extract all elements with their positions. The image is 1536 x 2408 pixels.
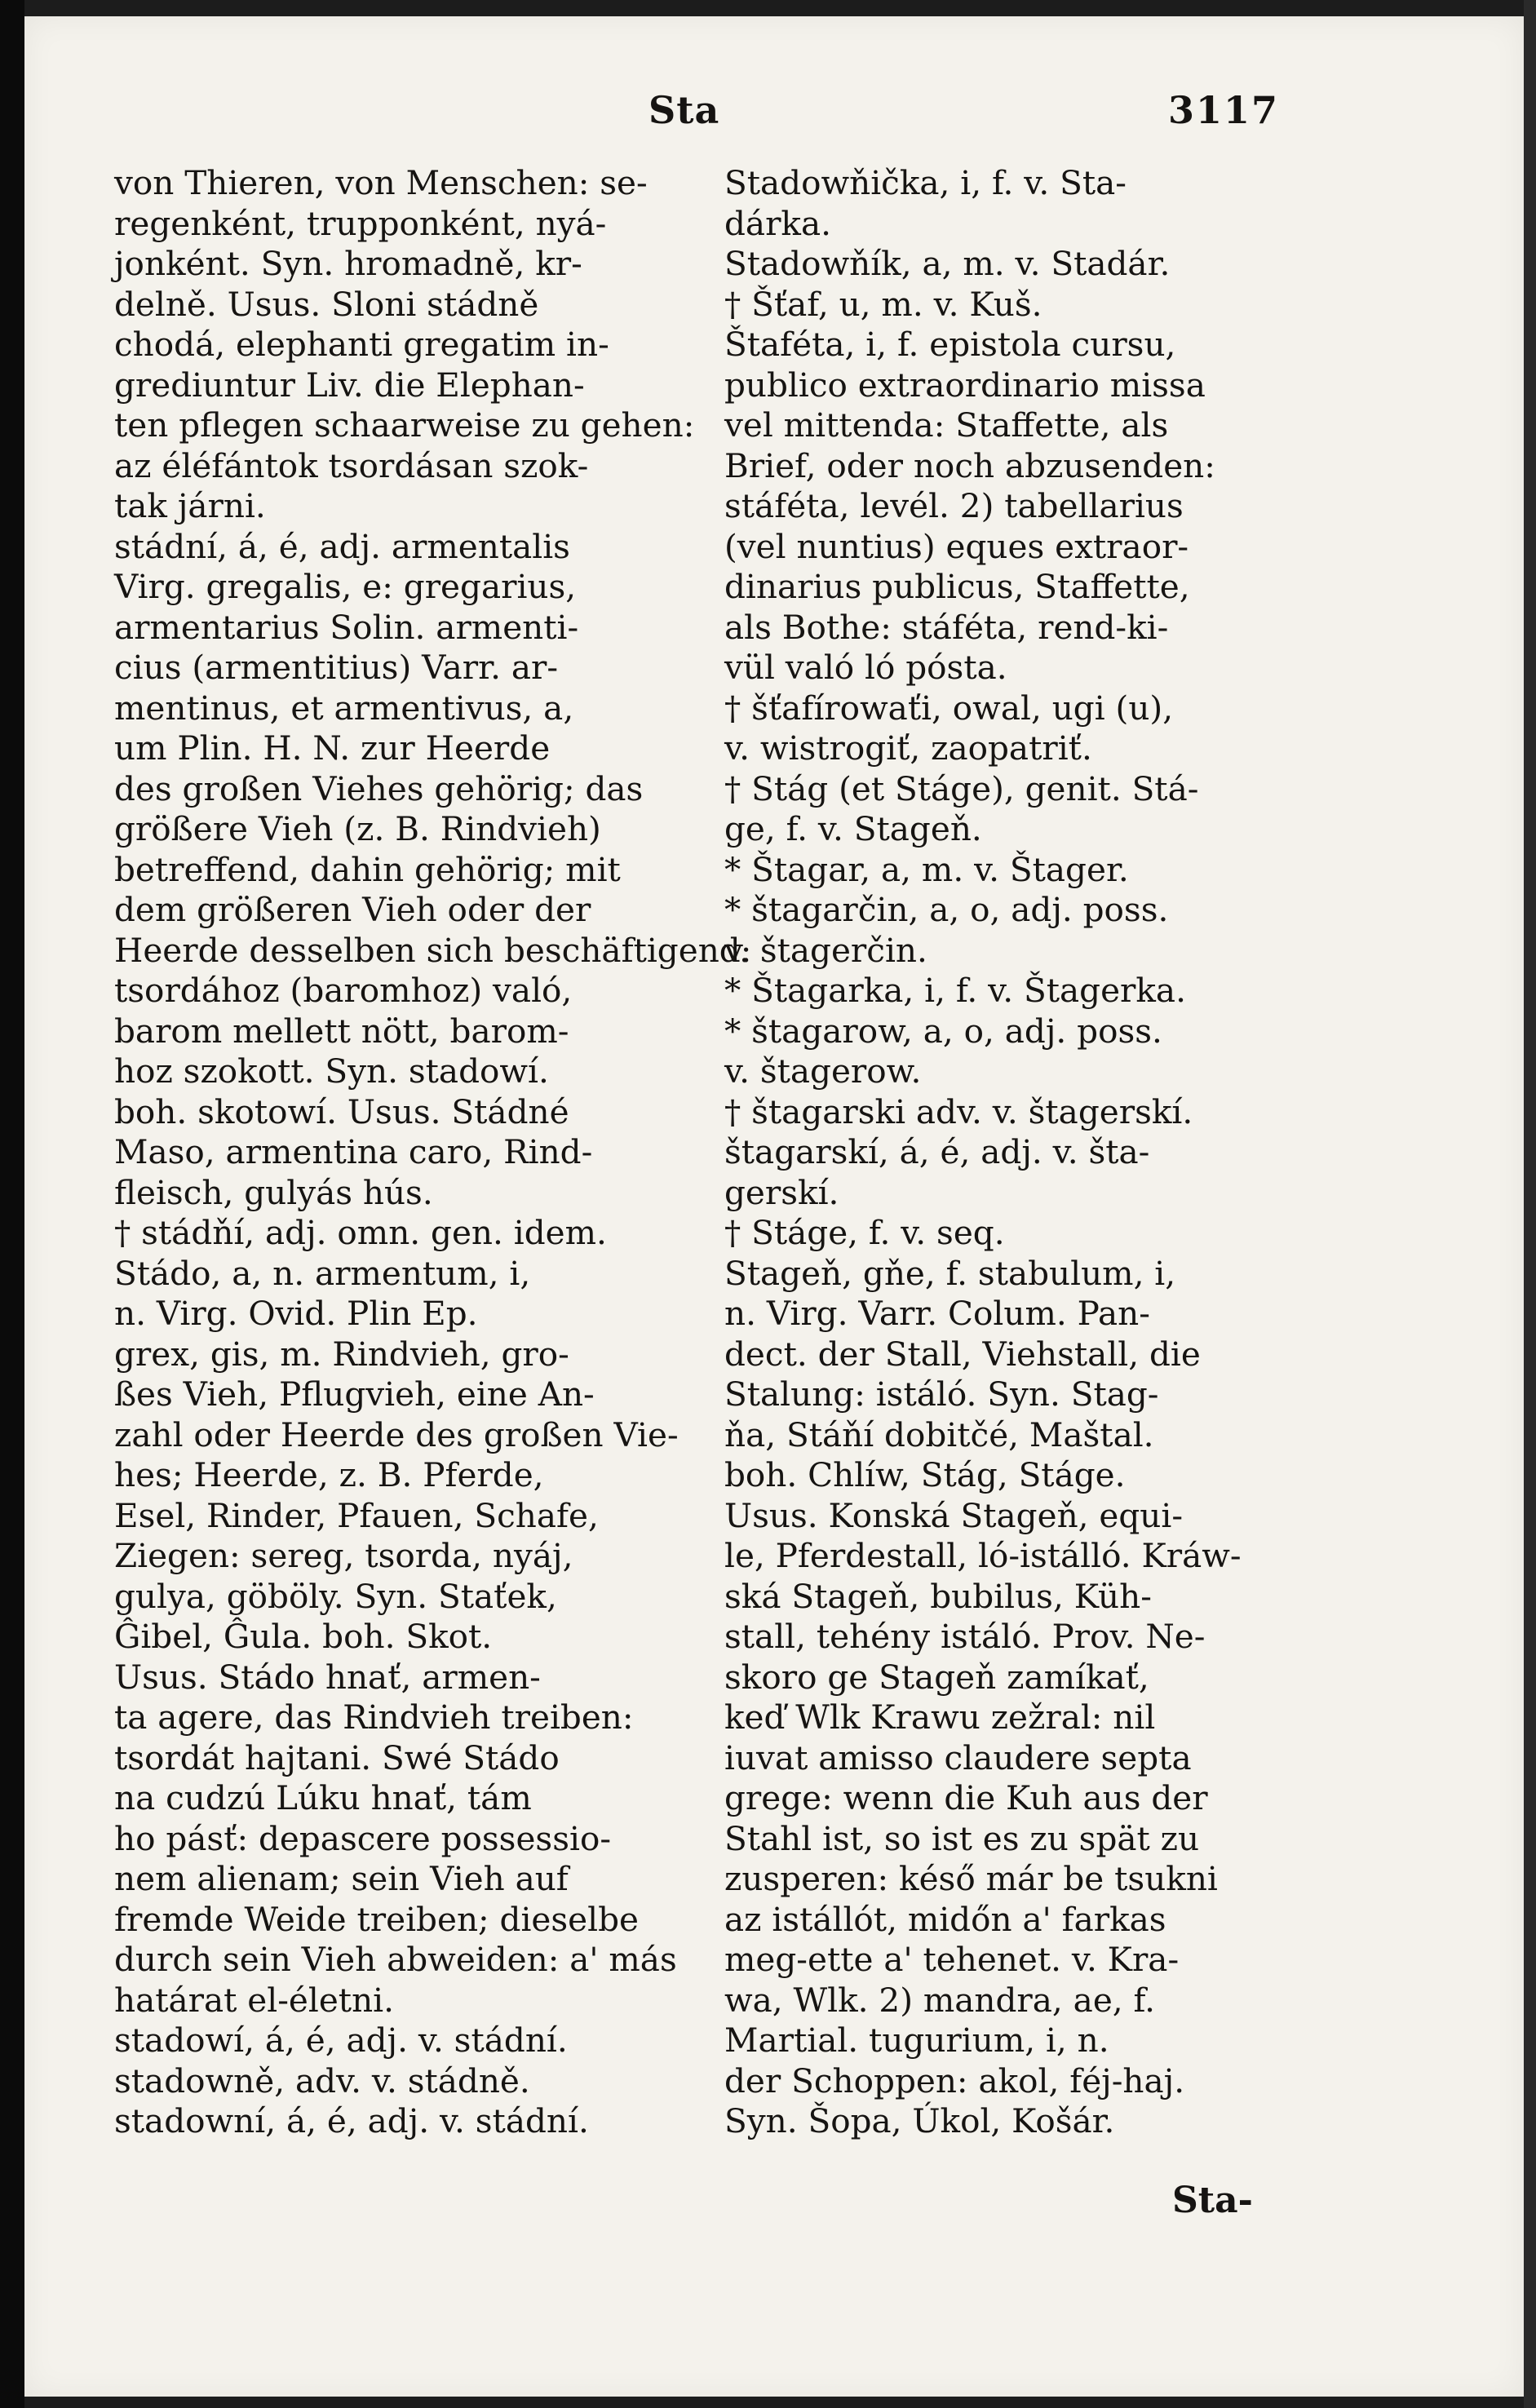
text-line: Ĝibel, Ĝula. boh. Skot.: [114, 1617, 493, 1656]
text-line: az istállót, midőn a' farkas: [724, 1899, 1166, 1939]
text-line: tsordához (baromhoz) való,: [114, 971, 573, 1010]
text-line: des großen Viehes gehörig; das: [114, 768, 644, 808]
text-line: durch sein Vieh abweiden: a' más: [114, 1940, 677, 1979]
entry-headword-line: Stadowňička, i, f. v. Sta-: [724, 163, 1127, 202]
text-line: Stalung: istáló. Syn. Stag-: [724, 1374, 1159, 1414]
text-line: (vel nuntius) eques extraor-: [724, 526, 1189, 566]
text-line: ho pásť: depascere possessio-: [114, 1818, 612, 1858]
text-line: hes; Heerde, z. B. Pferde,: [114, 1455, 544, 1494]
text-line: az éléfántok tsordásan szok-: [114, 445, 589, 485]
scan-binding-edge: [0, 0, 24, 2408]
text-line: Virg. gregalis, e: gregarius,: [114, 567, 577, 606]
text-line: le, Pferdestall, ló-istálló. Kráw-: [724, 1536, 1242, 1575]
text-line: ßes Vieh, Pflugvieh, eine An-: [114, 1374, 595, 1414]
text-line: hoz szokott. Syn. stadowí.: [114, 1051, 549, 1091]
text-line: Martial. tugurium, i, n.: [724, 2021, 1109, 2060]
text-line: grex, gis, m. Rindvieh, gro-: [114, 1334, 569, 1374]
text-line: der Schoppen: akol, féj-haj.: [724, 2061, 1185, 2100]
text-line: regenként, trupponként, nyá-: [114, 203, 607, 243]
entry-headword-line: † štagarski adv. v. štagerskí.: [724, 1091, 1193, 1131]
text-line: dem größeren Vieh oder der: [114, 890, 591, 929]
text-line: keď Wlk Krawu zežral: nil: [724, 1698, 1156, 1737]
entry-headword-line: † Stág (et Stáge), genit. Stá-: [724, 768, 1199, 808]
text-line: um Plin. H. N. zur Heerde: [114, 728, 551, 768]
text-line: armentarius Solin. armenti-: [114, 607, 579, 647]
entry-headword-line: stadowně, adv. v. stádně.: [114, 2061, 530, 2100]
text-line: als Bothe: stáféta, rend-ki-: [724, 607, 1169, 647]
text-line: v. štagerow.: [724, 1051, 922, 1091]
right-column: [724, 163, 1312, 2142]
text-line: dárka.: [724, 203, 831, 243]
text-line: publico extraordinario missa: [724, 365, 1206, 405]
text-line: Usus. Stádo hnať, armen-: [114, 1657, 541, 1697]
text-line: delně. Usus. Sloni stádně: [114, 284, 539, 324]
text-line: zahl oder Heerde des großen Vie-: [114, 1414, 679, 1454]
entry-headword-line: * štagarčin, a, o, adj. poss.: [724, 890, 1169, 929]
text-line: na cudzú Lúku hnať, tám: [114, 1778, 532, 1817]
running-head: Sta: [648, 88, 720, 132]
text-line: stall, tehény istáló. Prov. Ne-: [724, 1617, 1206, 1656]
entry-headword-line: † šťafírowaťi, owal, ugi (u),: [724, 688, 1174, 728]
entry-headword-line: * Štagar, a, m. v. Štager.: [724, 849, 1129, 889]
text-line: cius (armentitius) Varr. ar-: [114, 648, 559, 687]
entry-headword-line: † stádňí, adj. omn. gen. idem.: [114, 1213, 607, 1252]
text-line: meg-ette a' tehenet. v. Kra-: [724, 1940, 1180, 1979]
text-line: tsordát hajtani. Swé Stádo: [114, 1737, 560, 1777]
page-number: 3117: [1168, 88, 1280, 132]
text-line: Maso, armentina caro, Rind-: [114, 1132, 593, 1171]
scan-right-edge: [1524, 0, 1536, 2408]
text-line: grediuntur Liv. die Elephan-: [114, 365, 585, 405]
text-line: ta agere, das Rindvieh treiben:: [114, 1698, 634, 1737]
text-line: grege: wenn die Kuh aus der: [724, 1778, 1208, 1817]
text-line: Brief, oder noch abzusenden:: [724, 445, 1215, 485]
text-line: határat el-életni.: [114, 1980, 394, 2020]
entry-headword-line: stadowní, á, é, adj. v. stádní.: [114, 2101, 589, 2140]
text-line: n. Virg. Ovid. Plin Ep.: [114, 1294, 478, 1333]
text-line: zusperen: késő már be tsukni: [724, 1859, 1218, 1898]
entry-headword-line: stadowí, á, é, adj. v. stádní.: [114, 2021, 568, 2060]
text-line: gulya, göböly. Syn. Staťek,: [114, 1576, 557, 1616]
entry-headword-line: * Štagarka, i, f. v. Štagerka.: [724, 971, 1186, 1010]
text-line: fremde Weide treiben; dieselbe: [114, 1899, 639, 1939]
text-line: Usus. Konská Stageň, equi-: [724, 1495, 1184, 1535]
text-line: ská Stageň, bubilus, Küh-: [724, 1576, 1152, 1616]
text-line: ňa, Stáňí dobitčé, Maštal.: [724, 1414, 1154, 1454]
entry-headword-line: † Stáge, f. v. seq.: [724, 1213, 1005, 1252]
entry-headword-line: * štagarow, a, o, adj. poss.: [724, 1011, 1162, 1051]
text-line: v. wistrogiť, zaopatriť.: [724, 728, 1092, 768]
text-line: Syn. Šopa, Úkol, Košár.: [724, 2101, 1115, 2140]
text-line: stáféta, levél. 2) tabellarius: [724, 486, 1184, 525]
text-line: skoro ge Stageň zamíkať,: [724, 1657, 1149, 1697]
text-line: wa, Wlk. 2) mandra, ae, f.: [724, 1980, 1155, 2020]
text-line: n. Virg. Varr. Colum. Pan-: [724, 1294, 1150, 1333]
text-line: Ziegen: sereg, tsorda, nyáj,: [114, 1536, 573, 1575]
text-line: boh. Chlíw, Stág, Stáge.: [724, 1455, 1126, 1494]
entry-headword-line: † Šťaf, u, m. v. Kuš.: [724, 284, 1042, 324]
text-line: ge, f. v. Stageň.: [724, 809, 982, 848]
text-line: von Thieren, von Menschen: se-: [114, 163, 648, 202]
text-line: größere Vieh (z. B. Rindvieh): [114, 809, 601, 848]
text-line: chodá, elephanti gregatim in-: [114, 325, 609, 364]
text-line: ten pflegen schaarweise zu gehen:: [114, 405, 695, 445]
text-line: fleisch, gulyás hús.: [114, 1172, 433, 1212]
entry-headword-line: stádní, á, é, adj. armentalis: [114, 526, 570, 566]
text-line: nem alienam; sein Vieh auf: [114, 1859, 569, 1898]
text-line: dect. der Stall, Viehstall, die: [724, 1334, 1201, 1374]
text-line: jonként. Syn. hromadně, kr-: [114, 244, 582, 283]
entry-headword-line: Stádo, a, n. armentum, i,: [114, 1253, 531, 1293]
entry-headword-line: Štaféta, i, f. epistola cursu,: [724, 325, 1176, 364]
text-line: gerskí.: [724, 1172, 839, 1212]
text-line: mentinus, et armentivus, a,: [114, 688, 574, 728]
left-column: [114, 163, 752, 2142]
text-line: Esel, Rinder, Pfauen, Schafe,: [114, 1495, 599, 1535]
text-line: vül való ló pósta.: [724, 648, 1007, 687]
entry-headword-line: štagarskí, á, é, adj. v. šta-: [724, 1132, 1150, 1171]
text-line: v. štagerčin.: [724, 930, 927, 970]
text-line: iuvat amisso claudere septa: [724, 1737, 1192, 1777]
text-line: Heerde desselben sich beschäftigend:: [114, 930, 752, 970]
text-line: betreffend, dahin gehörig; mit: [114, 849, 621, 889]
text-line: barom mellett nött, barom-: [114, 1011, 569, 1051]
text-line: Stahl ist, so ist es zu spät zu: [724, 1818, 1200, 1858]
entry-headword-line: Stageň, gňe, f. stabulum, i,: [724, 1253, 1176, 1293]
catchword: Sta-: [1172, 2180, 1253, 2221]
text-line: vel mittenda: Staffette, als: [724, 405, 1169, 445]
entry-headword-line: Stadowňík, a, m. v. Stadár.: [724, 244, 1171, 283]
text-line: tak járni.: [114, 486, 266, 525]
text-line: boh. skotowí. Usus. Stádné: [114, 1091, 569, 1131]
text-line: dinarius publicus, Staffette,: [724, 567, 1190, 606]
